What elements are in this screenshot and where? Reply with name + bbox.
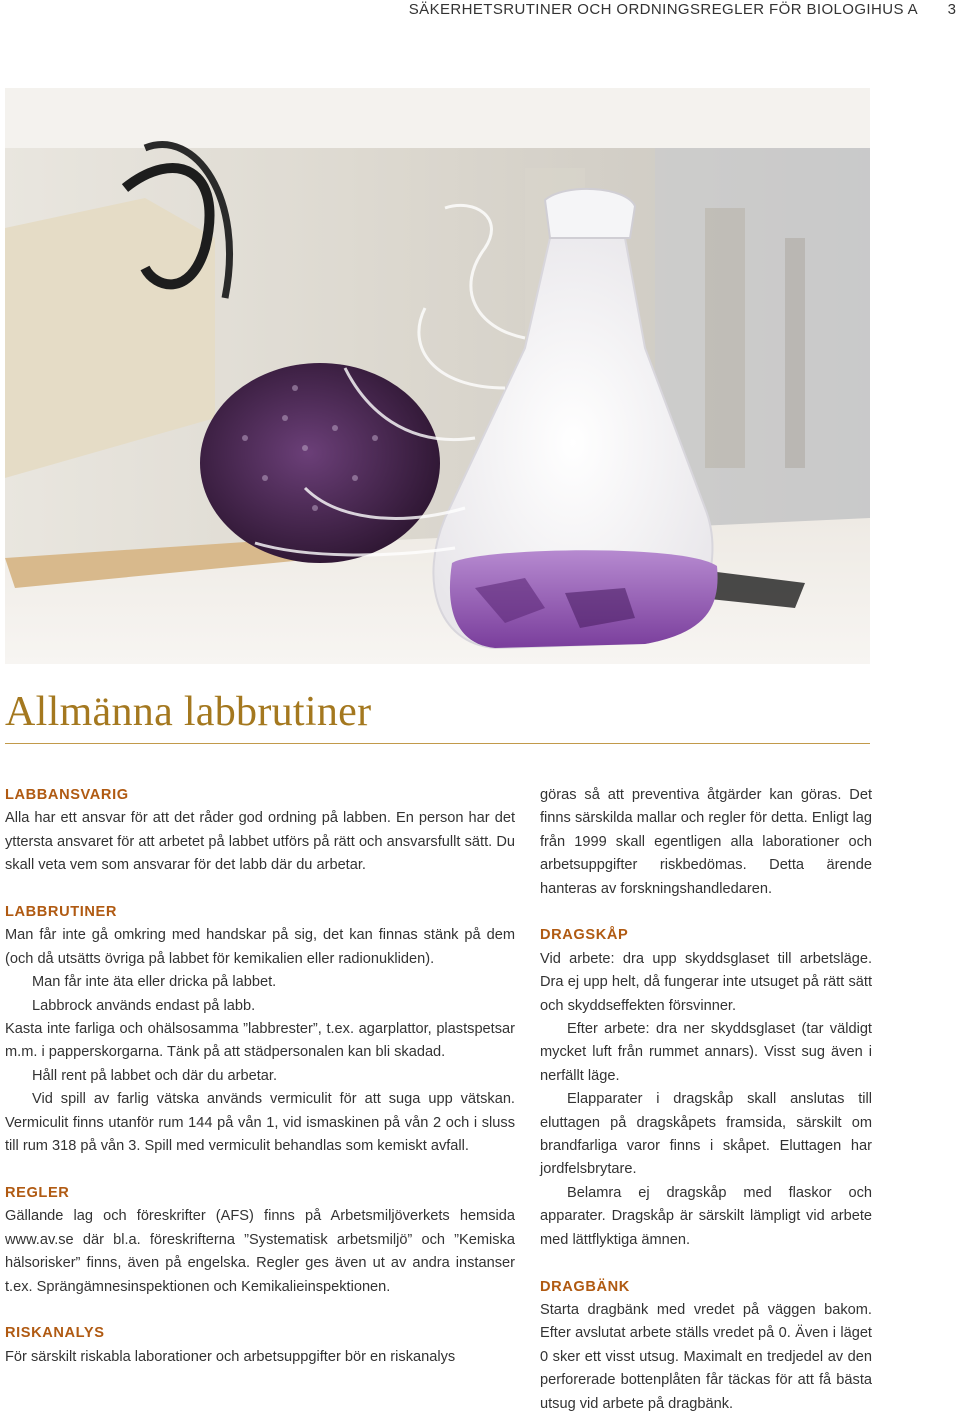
right-column <box>540 784 872 1416</box>
labbrutiner-p3: Labbrock används endast på labb. <box>32 997 256 1014</box>
spacer <box>540 901 872 924</box>
riskanalys-continuation: göras så att preventiva åtgärder kan göras. Det finns särskilda mallar och regler för detta. Enligt lag från 1999 skall egentligen alla laborationer och arbetsuppgifter riskbedömas. Detta ärende hanteras av forskningshandledaren. <box>540 787 872 897</box>
heading-riskanalys: RISKANALYS <box>5 1325 105 1342</box>
left-column <box>5 784 515 1369</box>
dragskap-p4: Belamra ej dragskåp med flaskor och apparater. Dragskåp är särskilt lämpligt vid arbete med lättflyktiga ämnen. <box>540 1184 872 1248</box>
dragskap-p1: Vid arbete: dra upp skyddsglaset till arbetsläge. Dra ej upp helt, då fungerar inte utsuget på rätt sätt och skyddseffekten försvinner. <box>540 950 872 1014</box>
labbrutiner-p1: Man får inte gå omkring med handskar på sig, det kan finnas stänk på dem (och då utsätts övriga på labbet för kemikalien eller radionukliden). <box>5 927 515 967</box>
running-header <box>0 0 960 32</box>
title-divider <box>5 743 870 744</box>
chapter-title: Allmänna labbrutiner <box>5 689 372 735</box>
dragskap-p3: Elapparater i dragskåp skall anslutas till eluttagen på dragskåpets framsida, särskilt om brandfarliga varor finns i skåpet. Eluttagen har jordfelsbrytare. <box>540 1091 872 1178</box>
dragbank-text: Starta dragbänk med vredet på väggen bakom. Efter avslutat arbete ställs vredet på 0. Även i läget 0 sker ett visst utsug. Maximalt en tredjedel av den perforerade bottenplåten får täckas för att få bästa utsug vid arbete på dragbänk. <box>540 1301 872 1412</box>
spacer <box>5 878 515 901</box>
spacer <box>5 1299 515 1322</box>
heading-regler: REGLER <box>5 1184 70 1201</box>
heading-dragskap: DRAGSKÅP <box>540 927 629 944</box>
heading-dragbank: DRAGBÄNK <box>540 1278 630 1295</box>
heading-labbrutiner: LABBRUTINER <box>5 904 117 921</box>
heading-labbansvarig: LABBANSVARIG <box>5 787 129 803</box>
riskanalys-text: För särskilt riskabla laborationer och arbetsuppgifter bör en riskanalys <box>5 1348 456 1365</box>
spacer <box>540 1252 872 1275</box>
header-title: SÄKERHETSRUTINER OCH ORDNINGSREGLER FÖR BIOLOGIHUS A <box>408 1 918 18</box>
labbansvarig-text: Alla har ett ansvar för att det råder god ordning på labben. En person har det yttersta ansvaret för att arbetet på labbet utförs på rätt och ansvarsfullt sätt. Du skall veta vem som ansvarar för det labb där du arbetar. <box>5 810 515 874</box>
labbrutiner-p4: Kasta inte farliga och ohälsosamma ”labbrester”, t.ex. agarplattor, plastspetsar m.m. i papperskorgarna. Tänk på att städpersonalen kan bli skadad. <box>5 1021 515 1061</box>
spacer <box>5 1158 515 1181</box>
regler-text: Gällande lag och föreskrifter (AFS) finns på Arbetsmiljöverkets hemsida www.av.se där bl.a. föreskrifterna ”Systematisk arbetsmiljö” och ”Kemiska hälsorisker” finns, även på engelska. Regler ges även ut av andra instanser t.ex. Sprängämnesinspektionen och Kemikalieinspektionen. <box>5 1208 515 1295</box>
labbrutiner-p5: Håll rent på labbet och där du arbetar. <box>32 1067 278 1084</box>
page-number: 3 <box>947 1 956 18</box>
labbrutiner-p2: Man får inte äta eller dricka på labbet. <box>32 974 277 991</box>
labbrutiner-p6: Vid spill av farlig vätska används vermiculit för att suga upp vätskan. Vermiculit finns utanför rum 144 på vån 1, vid ismaskinen på vån 2 och i sluss till rum 318 på vån 3. Spill med vermiculit behandlas som kemiskt avfall. <box>5 1091 515 1155</box>
dragskap-p2: Efter arbete: dra ner skyddsglaset (tar väldigt mycket luft från rummet annars). Visst sug även i nerfällt läge. <box>540 1021 872 1084</box>
erlenmeyer-flask-smoke-photo <box>5 88 870 664</box>
